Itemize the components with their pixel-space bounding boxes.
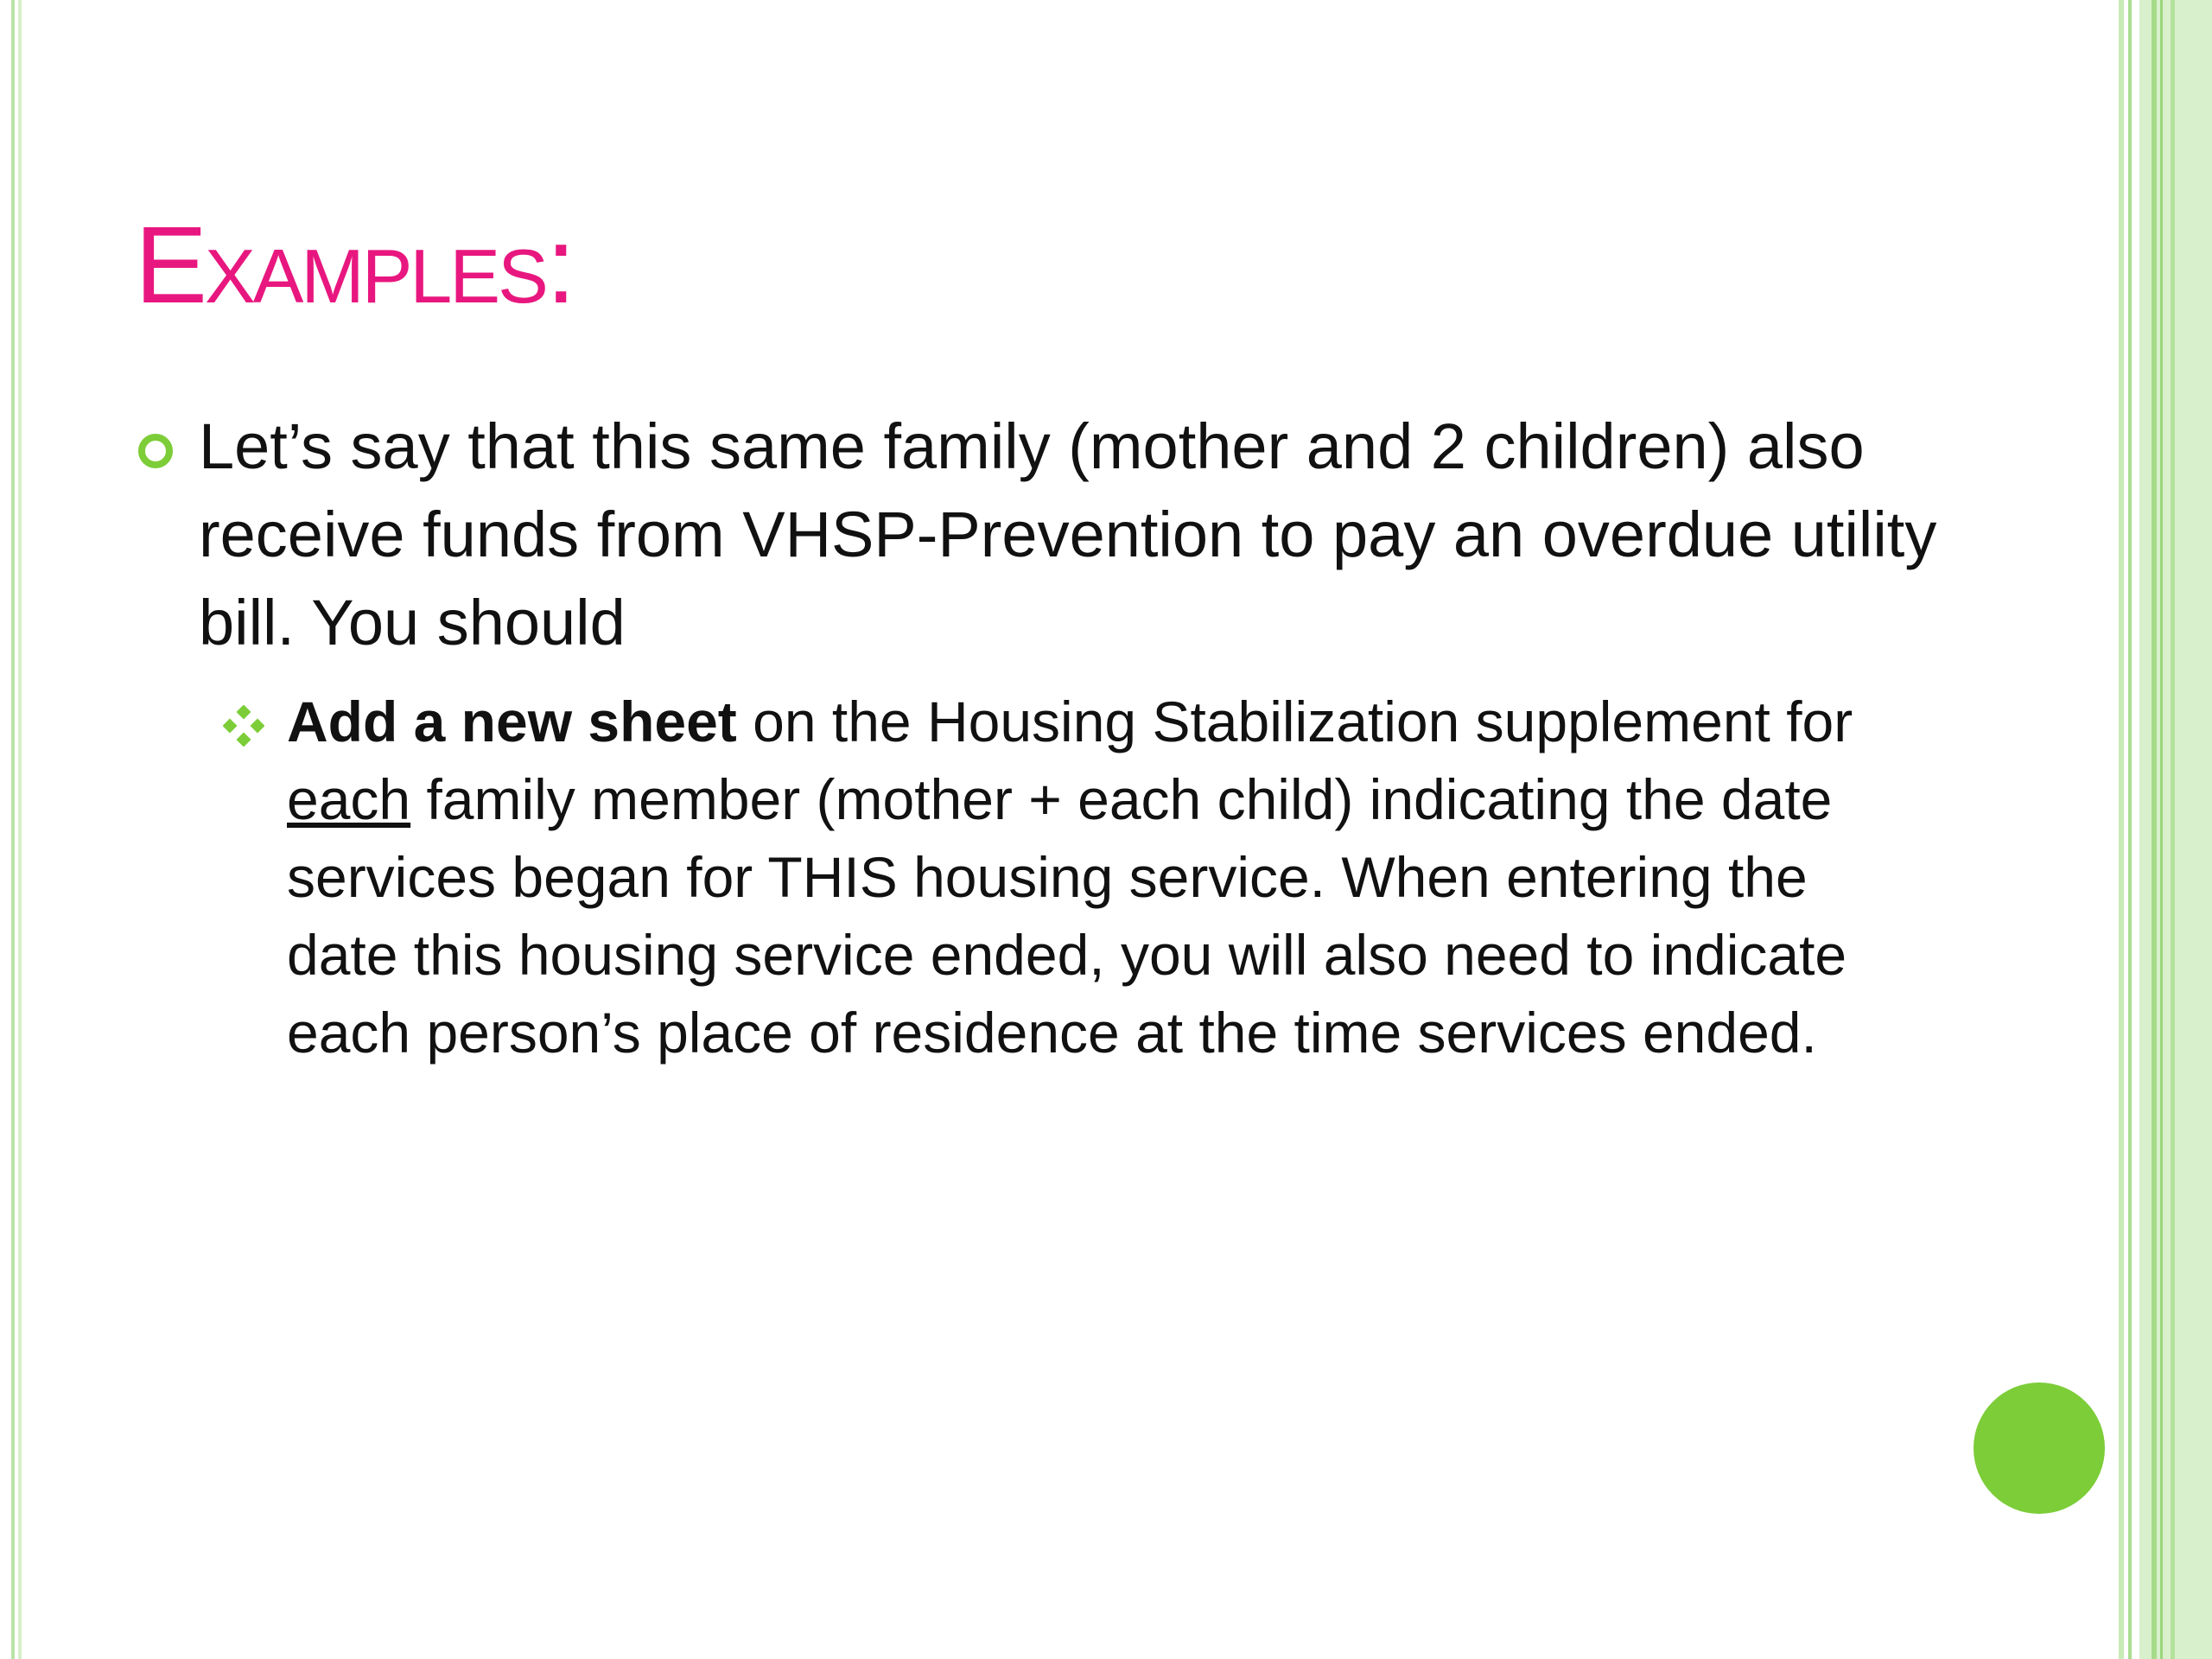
- right-border-line: [2152, 0, 2157, 1659]
- sub-bullet-text: family member (mother + each child) indicating the date services began for THIS housing service. When entering the date this housing service ended, you will also need to indicate each person’s place of residence at the time services ended.: [287, 767, 1847, 1065]
- ring-bullet-icon: [138, 434, 173, 468]
- right-border-line: [2171, 0, 2175, 1659]
- left-border-line: [18, 0, 22, 1659]
- sub-bullet-text: on the Housing Stabilization supplement for: [736, 690, 1853, 753]
- decorative-circle: [1974, 1382, 2105, 1514]
- bullet-point: Let’s say that this same family (mother and 2 children) also receive funds from VHSP-Prevention to pay an overdue utility bill. You should: [199, 410, 1937, 658]
- right-border-line: [2160, 0, 2163, 1659]
- right-border-line: [2119, 0, 2124, 1659]
- slide-title: Examples:: [135, 204, 574, 326]
- sub-bullet-bold-lead: Add a new sheet: [287, 690, 737, 753]
- left-border-line: [11, 0, 15, 1659]
- sub-bullet-underlined-word: each: [287, 767, 411, 831]
- diamond-dots-bullet-icon: [223, 705, 264, 747]
- right-border-band: [2139, 0, 2212, 1659]
- right-border-line: [2128, 0, 2132, 1659]
- sub-bullet-point: [287, 683, 1929, 1071]
